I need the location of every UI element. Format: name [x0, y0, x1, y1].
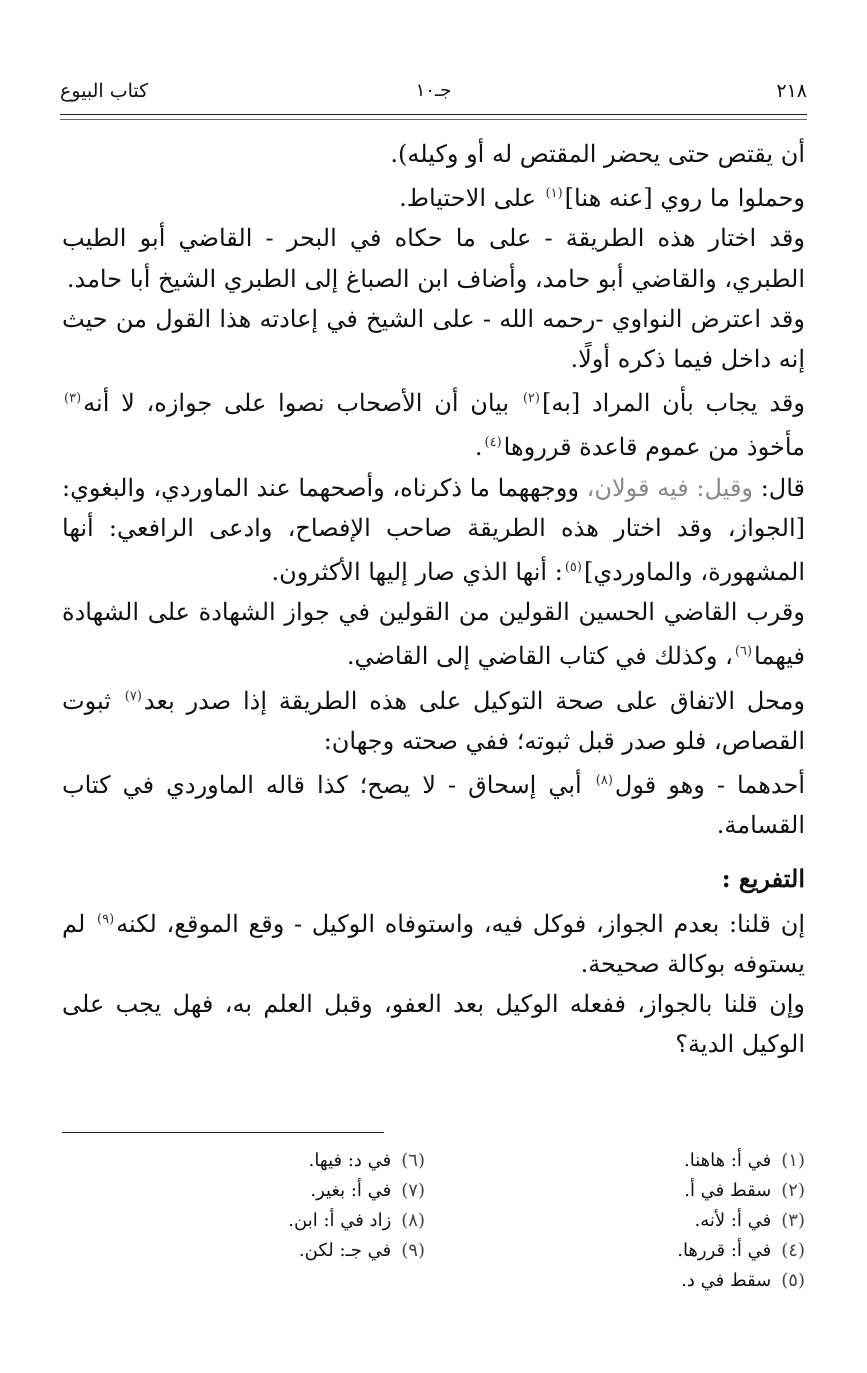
paragraph-text: لم يستوفه بوكالة صحيحة. [62, 909, 805, 978]
paragraph [62, 218, 805, 298]
paragraph [62, 468, 805, 593]
footnote-text: في أ: بغير. [310, 1180, 392, 1201]
footnote-number: (٤) [781, 1240, 805, 1261]
paragraph [62, 592, 805, 676]
paragraph-text: وقد اختار هذه الطريقة - على ما حكاه في البحر - القاضي أبو الطيب الطبري، والقاضي أبو حامد، وأضاف ابن الصباغ إلى الطبري الشيخ أبا حامد. [62, 224, 805, 293]
volume-label: جـ١٠ [415, 80, 452, 101]
footnote-number: (٢) [781, 1180, 805, 1201]
paragraph [62, 174, 805, 218]
paragraph-text: وقد اعترض النواوي -رحمه الله - على الشيخ في إعادته هذا القول من حيث إنه داخل فيما ذكره أولًا. [62, 304, 805, 374]
footnote-number: (٨) [401, 1210, 425, 1231]
paragraph-text: إن قلنا: بعدم الجواز، فوكل فيه، واستوفاه الوكيل - وقع الموقع، لكنه [116, 909, 805, 938]
footnote [95, 1236, 425, 1266]
book-title: كتاب البيوع [60, 80, 149, 102]
footnote-number: (٧) [401, 1180, 425, 1201]
footnote-ref[interactable]: (٩) [97, 911, 115, 927]
paragraph-text: على الاحتياط. [399, 184, 536, 213]
paragraph-text: قال: [760, 473, 805, 502]
faded-text: وقيل: فيه قولان، [586, 473, 754, 502]
page-number: ٢١٨ [776, 80, 807, 102]
paragraph-text: وحملوا ما روي [عنه هنا] [564, 184, 805, 213]
paragraph-text: ومحل الاتفاق على صحة التوكيل على هذه الطريقة إذا صدر بعد [143, 686, 805, 715]
footnote-text: سقط في د. [681, 1270, 772, 1291]
footnote-number: (٥) [781, 1270, 805, 1291]
footnote-text: في جـ: لكن. [298, 1240, 392, 1261]
footnote-number: (٣) [781, 1210, 805, 1231]
footnote-text: في د: فيها. [308, 1150, 392, 1171]
footnote-number: (١) [781, 1150, 805, 1171]
section-heading: التفريع : [721, 864, 805, 894]
footnote-text: في أ: هاهنا. [684, 1150, 772, 1171]
paragraph [62, 761, 805, 845]
footnote [475, 1146, 805, 1176]
footnote-number: (٦) [401, 1150, 425, 1171]
paragraph-text: ، وكذلك في كتاب القاضي إلى القاضي. [346, 642, 733, 671]
paragraph [62, 677, 805, 761]
paragraph-text: : أنها الذي صار إليها الأكثرون. [271, 558, 563, 587]
paragraph-text: وإن قلنا بالجواز، ففعله الوكيل بعد العفو، وقبل العلم به، فهل يجب على الوكيل الدية؟ [62, 990, 805, 1059]
footnote-number: (٩) [401, 1240, 425, 1261]
footnote-separator [62, 1132, 384, 1133]
footnote [475, 1176, 805, 1206]
footnote-ref[interactable]: (٥) [564, 560, 582, 576]
footnote [475, 1266, 805, 1296]
header-rule [60, 114, 807, 115]
paragraph [62, 984, 805, 1064]
paragraph [62, 900, 805, 984]
paragraph [62, 299, 805, 379]
footnote-text: في أ: لأنه. [694, 1210, 772, 1231]
paragraph-text: . [474, 433, 483, 462]
footnote [475, 1236, 805, 1266]
footnote-ref[interactable]: (٤) [484, 435, 502, 451]
footnote-ref[interactable]: (٢) [522, 391, 540, 407]
footnote-ref[interactable]: (٦) [734, 644, 753, 660]
paragraph-text: بيان أن الأصحاب نصوا على جوازه، لا أنه [83, 389, 510, 418]
footnote [95, 1176, 425, 1206]
footnotes-column-left [95, 1146, 425, 1266]
footnote-ref[interactable]: (٧) [124, 688, 142, 704]
running-header [60, 80, 807, 114]
paragraph-text: مأخوذ من عموم قاعدة قرروها [503, 433, 805, 462]
paragraph [62, 134, 805, 174]
paragraph-text: أبي إسحاق - لا يصح؛ كذا قاله الماوردي في كتاب القسامة. [62, 771, 805, 840]
paragraph-text: وقرب القاضي الحسين القولين من القولين في جواز الشهادة على الشهادة فيهما [62, 598, 805, 671]
paragraph-text: وقد يجاب بأن المراد [به] [541, 389, 805, 418]
main-text [62, 134, 805, 1064]
paragraph-text: أن يقتص حتى يحضر المقتص له أو وكيله). [390, 140, 805, 168]
footnotes-column-right [475, 1146, 805, 1296]
paragraph-text: ووجههما ما ذكرناه، وأصحهما عند الماوردي، والبغوي: [الجواز، وقد اختار هذه الطريقة صاحب الإفصاح، وادعى الرافعي: أنها المشهورة، والماوردي] [62, 473, 805, 587]
footnote [475, 1206, 805, 1236]
footnote-text: زاد في أ: ابن. [288, 1210, 392, 1231]
footnote [95, 1146, 425, 1176]
paragraph-text: أحدهما - وهو قول [614, 771, 805, 800]
footnote-ref[interactable]: (٣) [64, 391, 82, 407]
footnote-ref[interactable]: (١) [545, 186, 563, 202]
paragraph [62, 379, 805, 467]
footnote [95, 1206, 425, 1236]
paragraph-text: ثبوت القصاص، فلو صدر قبل ثبوته؛ ففي صحته وجهان: [62, 686, 805, 755]
header-rule-thin [60, 119, 807, 120]
footnote-text: سقط في أ. [684, 1180, 772, 1201]
footnote-ref[interactable]: (٨) [595, 773, 613, 789]
footnote-text: في أ: قررها. [677, 1240, 772, 1261]
